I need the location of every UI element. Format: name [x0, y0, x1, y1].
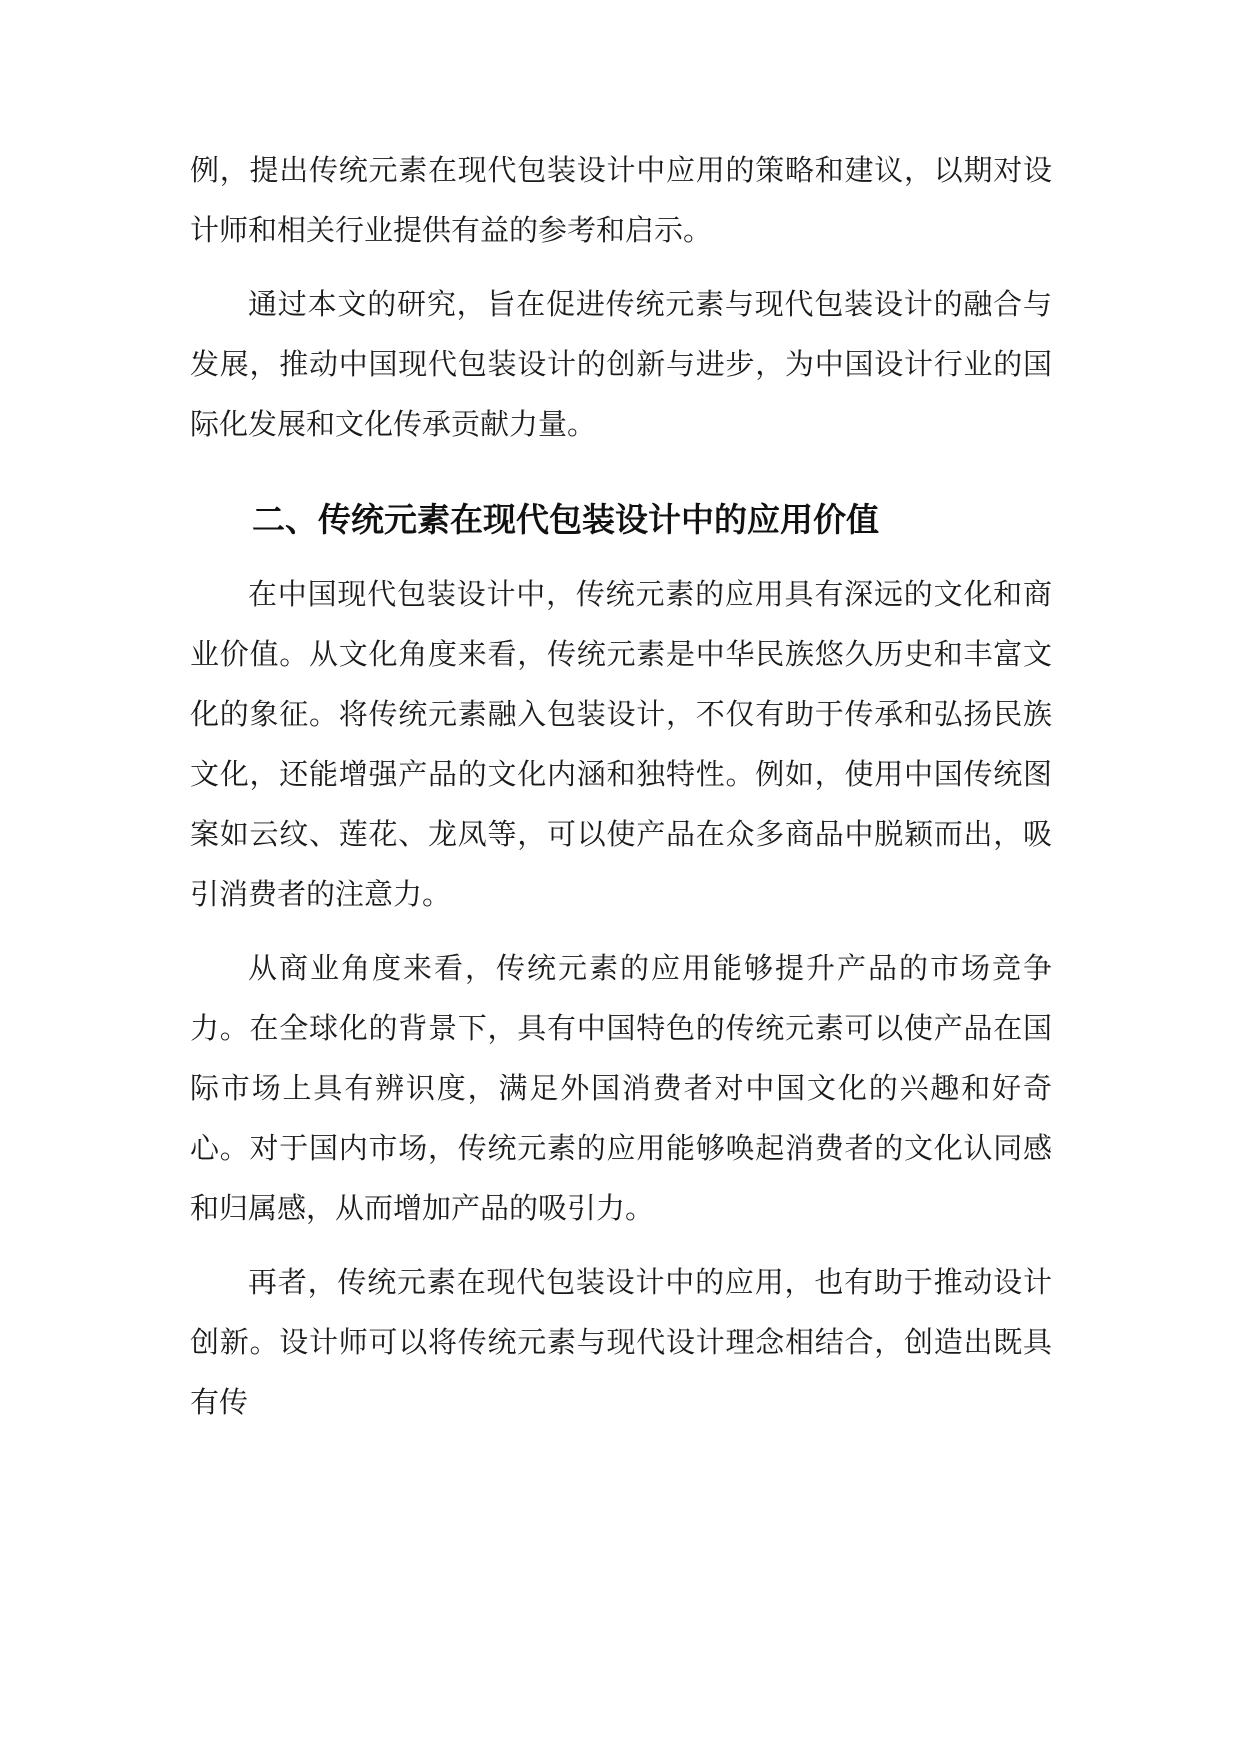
- paragraph-continued: 例，提出传统元素在现代包装设计中应用的策略和建议，以期对设计师和相关行业提供有益的参考和启示。: [190, 153, 1052, 247]
- paragraph-cultural-value: 在中国现代包装设计中，传统元素的应用具有深远的文化和商业价值。从文化角度来看，传统元素是中华民族悠久历史和丰富文化的象征。将传统元素融入包装设计，不仅有助于传承和弘扬民族文化，还能增强产品的文化内涵和独特性。例如，使用中国传统图案如云纹、莲花、龙凤等，可以使产品在众多商品中脱颖而出，吸引消费者的注意力。: [190, 577, 1052, 911]
- paragraph-research-aim: 通过本文的研究，旨在促进传统元素与现代包装设计的融合与发展，推动中国现代包装设计的创新与进步，为中国设计行业的国际化发展和文化传承贡献力量。: [190, 287, 1052, 441]
- document-body: [190, 140, 1052, 1432]
- paragraph-commercial-value: 从商业角度来看，传统元素的应用能够提升产品的市场竞争力。在全球化的背景下，具有中国特色的传统元素可以使产品在国际市场上具有辨识度，满足外国消费者对中国文化的兴趣和好奇心。对于国内市场，传统元素的应用能够唤起消费者的文化认同感和归属感，从而增加产品的吸引力。: [190, 951, 1052, 1225]
- section-heading: 二、传统元素在现代包装设计中的应用价值: [252, 500, 879, 539]
- paragraph-design-innovation: 再者，传统元素在现代包装设计中的应用，也有助于推动设计创新。设计师可以将传统元素与现代设计理念相结合，创造出既具有传: [190, 1265, 1052, 1419]
